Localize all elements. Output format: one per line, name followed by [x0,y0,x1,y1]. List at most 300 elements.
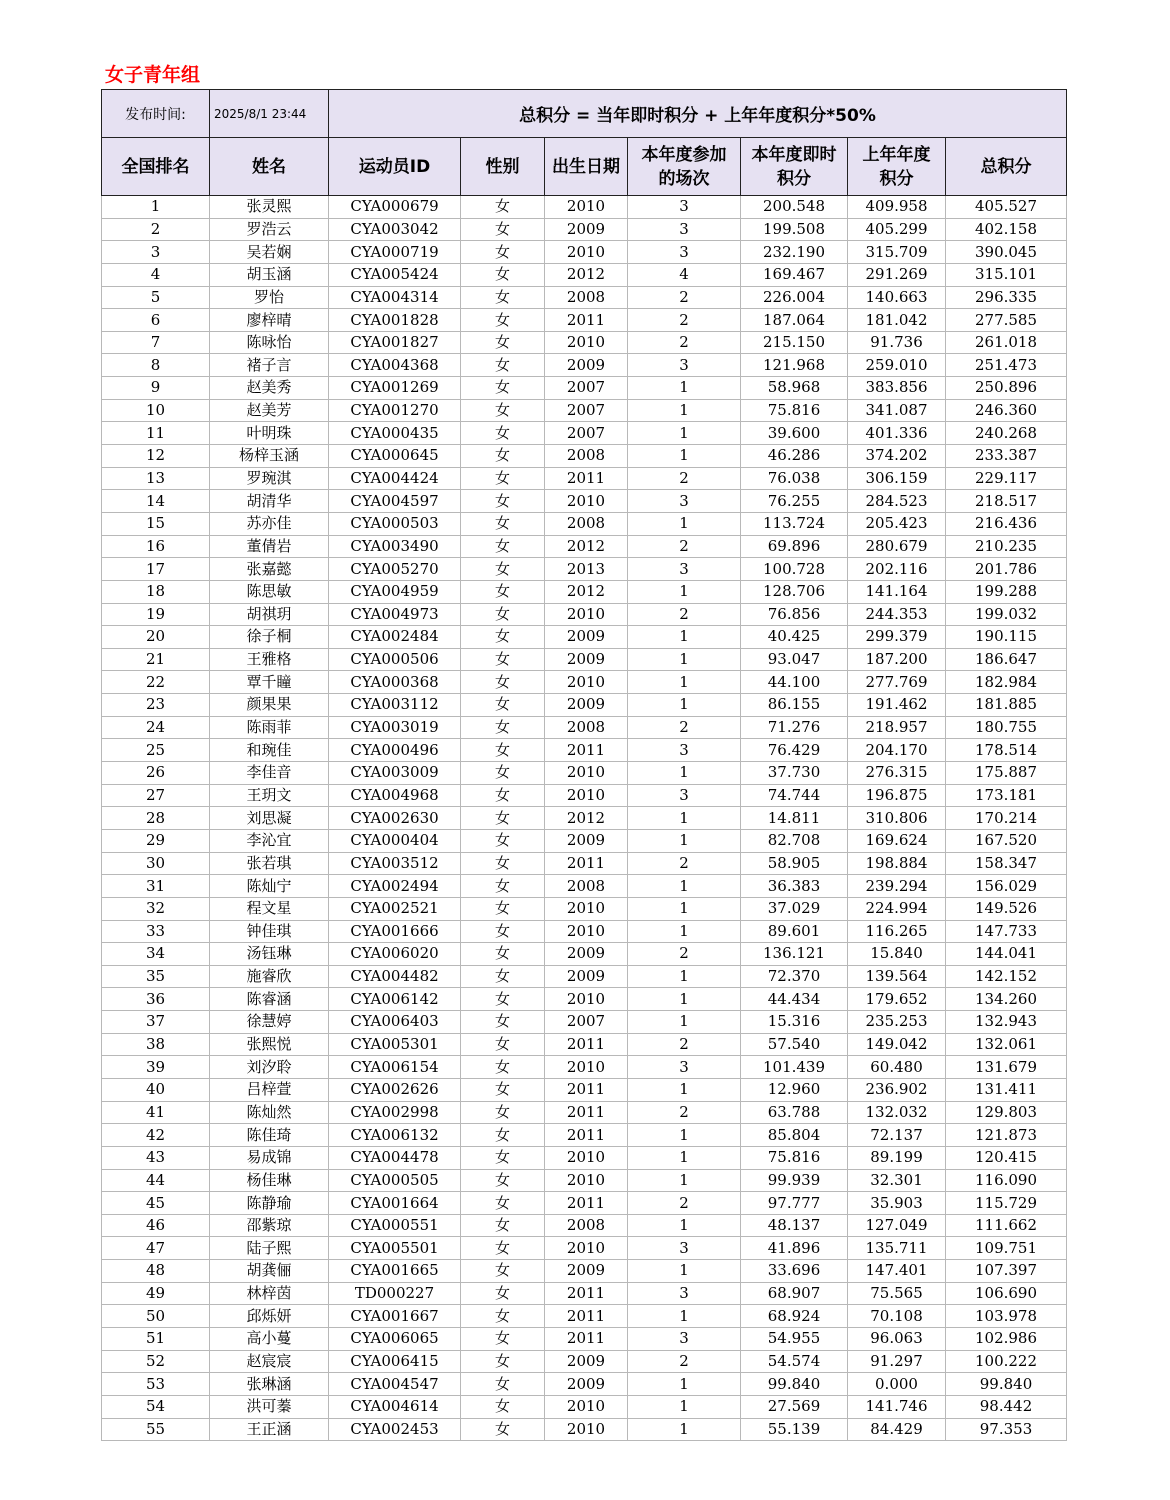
cell-birth-year: 2010 [545,1169,628,1192]
cell-rank: 54 [102,1395,210,1418]
cell-rank: 36 [102,988,210,1011]
table-row [102,286,1067,309]
cell-current-points: 99.840 [741,1373,848,1396]
cell-current-points: 14.811 [741,807,848,830]
cell-birth-year: 2007 [545,399,628,422]
cell-last-year-points: 70.108 [848,1305,946,1328]
cell-athlete-id: CYA005301 [329,1033,461,1056]
cell-gender: 女 [461,1418,545,1441]
cell-birth-year: 2011 [545,852,628,875]
cell-name: 陈睿涵 [210,988,329,1011]
cell-gender: 女 [461,807,545,830]
cell-total-points: 158.347 [946,852,1067,875]
cell-birth-year: 2011 [545,739,628,762]
cell-last-year-points: 291.269 [848,263,946,286]
cell-name: 陈静瑜 [210,1192,329,1215]
cell-current-points: 97.777 [741,1192,848,1215]
cell-current-points: 54.955 [741,1328,848,1351]
cell-events: 2 [628,716,741,739]
cell-gender: 女 [461,965,545,988]
cell-birth-year: 2012 [545,535,628,558]
cell-birth-year: 2010 [545,241,628,264]
cell-last-year-points: 401.336 [848,422,946,445]
cell-name: 李沁宜 [210,829,329,852]
cell-current-points: 93.047 [741,648,848,671]
cell-name: 陈咏怡 [210,331,329,354]
cell-last-year-points: 135.711 [848,1237,946,1260]
cell-gender: 女 [461,852,545,875]
cell-events: 3 [628,784,741,807]
page-title: 女子青年组 [105,64,201,86]
cell-rank: 47 [102,1237,210,1260]
cell-birth-year: 2007 [545,1011,628,1034]
cell-rank: 32 [102,897,210,920]
cell-current-points: 57.540 [741,1033,848,1056]
column-header-athlete-id: 运动员ID [329,138,461,196]
table-row [102,1078,1067,1101]
cell-total-points: 190.115 [946,626,1067,649]
cell-birth-year: 2008 [545,875,628,898]
cell-athlete-id: CYA003009 [329,762,461,785]
cell-name: 吕梓萱 [210,1078,329,1101]
cell-rank: 7 [102,331,210,354]
cell-last-year-points: 169.624 [848,829,946,852]
cell-current-points: 63.788 [741,1101,848,1124]
cell-name: 杨梓玉涵 [210,445,329,468]
cell-birth-year: 2008 [545,286,628,309]
cell-total-points: 178.514 [946,739,1067,762]
table-row [102,1169,1067,1192]
cell-birth-year: 2010 [545,1237,628,1260]
cell-total-points: 132.943 [946,1011,1067,1034]
cell-birth-year: 2010 [545,1418,628,1441]
cell-last-year-points: 244.353 [848,603,946,626]
cell-total-points: 240.268 [946,422,1067,445]
cell-total-points: 261.018 [946,331,1067,354]
cell-athlete-id: CYA004368 [329,354,461,377]
publish-label: 发布时间: [102,90,210,138]
cell-athlete-id: CYA004482 [329,965,461,988]
cell-rank: 40 [102,1078,210,1101]
cell-total-points: 201.786 [946,558,1067,581]
cell-current-points: 113.724 [741,512,848,535]
cell-events: 3 [628,739,741,762]
table-row [102,1305,1067,1328]
cell-gender: 女 [461,1350,545,1373]
cell-athlete-id: CYA002626 [329,1078,461,1101]
cell-gender: 女 [461,716,545,739]
cell-name: 张嘉懿 [210,558,329,581]
table-row [102,535,1067,558]
cell-athlete-id: CYA004968 [329,784,461,807]
cell-events: 1 [628,671,741,694]
cell-birth-year: 2011 [545,467,628,490]
cell-total-points: 182.984 [946,671,1067,694]
table-row [102,1056,1067,1079]
cell-last-year-points: 218.957 [848,716,946,739]
cell-gender: 女 [461,1056,545,1079]
cell-events: 1 [628,445,741,468]
cell-birth-year: 2009 [545,1260,628,1283]
cell-athlete-id: CYA005270 [329,558,461,581]
cell-gender: 女 [461,1124,545,1147]
cell-last-year-points: 141.746 [848,1395,946,1418]
cell-rank: 52 [102,1350,210,1373]
cell-rank: 33 [102,920,210,943]
cell-rank: 12 [102,445,210,468]
cell-rank: 5 [102,286,210,309]
cell-rank: 20 [102,626,210,649]
cell-events: 3 [628,218,741,241]
cell-athlete-id: CYA004597 [329,490,461,513]
publish-row [102,90,1067,138]
cell-total-points: 181.885 [946,694,1067,717]
table-row [102,558,1067,581]
cell-last-year-points: 236.902 [848,1078,946,1101]
cell-total-points: 129.803 [946,1101,1067,1124]
cell-current-points: 76.038 [741,467,848,490]
cell-name: 张琳涵 [210,1373,329,1396]
table-row [102,1192,1067,1215]
cell-rank: 53 [102,1373,210,1396]
cell-gender: 女 [461,875,545,898]
cell-total-points: 147.733 [946,920,1067,943]
cell-athlete-id: CYA006154 [329,1056,461,1079]
cell-total-points: 98.442 [946,1395,1067,1418]
cell-birth-year: 2010 [545,988,628,1011]
table-row [102,1282,1067,1305]
cell-total-points: 111.662 [946,1214,1067,1237]
cell-birth-year: 2012 [545,580,628,603]
cell-gender: 女 [461,1078,545,1101]
cell-name: 吴若娴 [210,241,329,264]
cell-current-points: 68.924 [741,1305,848,1328]
cell-current-points: 200.548 [741,196,848,219]
cell-current-points: 54.574 [741,1350,848,1373]
cell-athlete-id: CYA000645 [329,445,461,468]
cell-last-year-points: 239.294 [848,875,946,898]
cell-last-year-points: 96.063 [848,1328,946,1351]
cell-last-year-points: 139.564 [848,965,946,988]
cell-events: 2 [628,603,741,626]
cell-athlete-id: CYA005501 [329,1237,461,1260]
cell-events: 1 [628,1214,741,1237]
cell-rank: 25 [102,739,210,762]
cell-birth-year: 2007 [545,377,628,400]
cell-athlete-id: CYA006142 [329,988,461,1011]
cell-birth-year: 2011 [545,309,628,332]
cell-last-year-points: 141.164 [848,580,946,603]
cell-name: 高小蔓 [210,1328,329,1351]
cell-total-points: 186.647 [946,648,1067,671]
cell-current-points: 75.816 [741,399,848,422]
cell-rank: 24 [102,716,210,739]
cell-athlete-id: TD000227 [329,1282,461,1305]
cell-gender: 女 [461,1237,545,1260]
cell-birth-year: 2010 [545,1395,628,1418]
cell-name: 邵紫琼 [210,1214,329,1237]
cell-events: 1 [628,988,741,1011]
cell-gender: 女 [461,580,545,603]
cell-events: 1 [628,1305,741,1328]
cell-rank: 27 [102,784,210,807]
cell-birth-year: 2012 [545,807,628,830]
cell-rank: 17 [102,558,210,581]
cell-events: 1 [628,829,741,852]
cell-last-year-points: 306.159 [848,467,946,490]
cell-last-year-points: 89.199 [848,1146,946,1169]
cell-last-year-points: 91.736 [848,331,946,354]
table-row [102,829,1067,852]
cell-rank: 48 [102,1260,210,1283]
cell-events: 2 [628,286,741,309]
cell-gender: 女 [461,263,545,286]
cell-athlete-id: CYA000496 [329,739,461,762]
cell-rank: 38 [102,1033,210,1056]
cell-birth-year: 2010 [545,920,628,943]
cell-last-year-points: 132.032 [848,1101,946,1124]
cell-rank: 11 [102,422,210,445]
cell-current-points: 27.569 [741,1395,848,1418]
table-row [102,1260,1067,1283]
cell-total-points: 103.978 [946,1305,1067,1328]
table-row [102,512,1067,535]
cell-name: 胡祺玥 [210,603,329,626]
cell-events: 1 [628,920,741,943]
cell-current-points: 37.730 [741,762,848,785]
cell-name: 刘思凝 [210,807,329,830]
column-header-name: 姓名 [210,138,329,196]
cell-rank: 3 [102,241,210,264]
cell-gender: 女 [461,762,545,785]
cell-current-points: 226.004 [741,286,848,309]
table-row [102,875,1067,898]
cell-current-points: 36.383 [741,875,848,898]
cell-last-year-points: 202.116 [848,558,946,581]
table-row [102,1011,1067,1034]
cell-events: 1 [628,1124,741,1147]
cell-rank: 19 [102,603,210,626]
table-row [102,1124,1067,1147]
cell-gender: 女 [461,196,545,219]
cell-events: 2 [628,331,741,354]
cell-last-year-points: 187.200 [848,648,946,671]
cell-events: 3 [628,241,741,264]
cell-name: 汤钰琳 [210,943,329,966]
cell-name: 王正涵 [210,1418,329,1441]
cell-gender: 女 [461,1328,545,1351]
table-row [102,852,1067,875]
table-row [102,648,1067,671]
cell-rank: 23 [102,694,210,717]
column-header-total-points: 总积分 [946,138,1067,196]
cell-name: 赵宸宸 [210,1350,329,1373]
cell-athlete-id: CYA006020 [329,943,461,966]
table-row [102,218,1067,241]
table-row [102,716,1067,739]
cell-name: 廖梓晴 [210,309,329,332]
cell-events: 2 [628,1033,741,1056]
cell-birth-year: 2011 [545,1328,628,1351]
cell-birth-year: 2009 [545,626,628,649]
cell-last-year-points: 181.042 [848,309,946,332]
cell-gender: 女 [461,422,545,445]
cell-athlete-id: CYA002484 [329,626,461,649]
cell-name: 褚子言 [210,354,329,377]
cell-athlete-id: CYA006065 [329,1328,461,1351]
cell-last-year-points: 204.170 [848,739,946,762]
cell-rank: 16 [102,535,210,558]
cell-events: 2 [628,535,741,558]
cell-current-points: 199.508 [741,218,848,241]
cell-rank: 26 [102,762,210,785]
table-row [102,920,1067,943]
cell-total-points: 167.520 [946,829,1067,852]
cell-current-points: 232.190 [741,241,848,264]
table-body [102,196,1067,1441]
cell-gender: 女 [461,241,545,264]
cell-gender: 女 [461,399,545,422]
cell-last-year-points: 315.709 [848,241,946,264]
cell-last-year-points: 149.042 [848,1033,946,1056]
cell-name: 罗琬淇 [210,467,329,490]
cell-athlete-id: CYA004314 [329,286,461,309]
cell-total-points: 315.101 [946,263,1067,286]
cell-current-points: 12.960 [741,1078,848,1101]
cell-name: 易成锦 [210,1146,329,1169]
cell-events: 1 [628,965,741,988]
cell-name: 刘汐聆 [210,1056,329,1079]
cell-last-year-points: 235.253 [848,1011,946,1034]
cell-total-points: 175.887 [946,762,1067,785]
cell-last-year-points: 15.840 [848,943,946,966]
table-row [102,694,1067,717]
cell-total-points: 199.032 [946,603,1067,626]
cell-gender: 女 [461,829,545,852]
cell-events: 1 [628,807,741,830]
cell-gender: 女 [461,784,545,807]
table-row [102,988,1067,1011]
cell-last-year-points: 224.994 [848,897,946,920]
table-row [102,807,1067,830]
cell-events: 2 [628,467,741,490]
cell-events: 3 [628,1056,741,1079]
cell-gender: 女 [461,671,545,694]
cell-rank: 51 [102,1328,210,1351]
cell-total-points: 277.585 [946,309,1067,332]
cell-events: 1 [628,399,741,422]
cell-athlete-id: CYA005424 [329,263,461,286]
cell-rank: 46 [102,1214,210,1237]
cell-rank: 4 [102,263,210,286]
cell-last-year-points: 205.423 [848,512,946,535]
cell-birth-year: 2012 [545,263,628,286]
cell-athlete-id: CYA003112 [329,694,461,717]
cell-name: 杨佳琳 [210,1169,329,1192]
cell-last-year-points: 196.875 [848,784,946,807]
table-row [102,399,1067,422]
table-row [102,1146,1067,1169]
cell-birth-year: 2008 [545,512,628,535]
cell-athlete-id: CYA004424 [329,467,461,490]
cell-current-points: 187.064 [741,309,848,332]
table-row [102,1328,1067,1351]
cell-rank: 28 [102,807,210,830]
table-row [102,309,1067,332]
cell-current-points: 69.896 [741,535,848,558]
cell-current-points: 15.316 [741,1011,848,1034]
cell-total-points: 131.411 [946,1078,1067,1101]
cell-total-points: 251.473 [946,354,1067,377]
ranking-table [101,89,1067,1441]
cell-gender: 女 [461,445,545,468]
cell-gender: 女 [461,603,545,626]
cell-last-year-points: 259.010 [848,354,946,377]
cell-birth-year: 2011 [545,1192,628,1215]
cell-name: 程文星 [210,897,329,920]
cell-gender: 女 [461,648,545,671]
cell-athlete-id: CYA003490 [329,535,461,558]
cell-athlete-id: CYA000368 [329,671,461,694]
cell-gender: 女 [461,558,545,581]
cell-birth-year: 2010 [545,1056,628,1079]
table-row [102,1373,1067,1396]
cell-events: 1 [628,694,741,717]
cell-athlete-id: CYA002630 [329,807,461,830]
cell-birth-year: 2008 [545,445,628,468]
cell-birth-year: 2011 [545,1282,628,1305]
cell-last-year-points: 32.301 [848,1169,946,1192]
cell-events: 1 [628,377,741,400]
cell-current-points: 121.968 [741,354,848,377]
cell-rank: 34 [102,943,210,966]
column-headers [102,138,1067,196]
cell-birth-year: 2010 [545,331,628,354]
table-row [102,603,1067,626]
cell-total-points: 229.117 [946,467,1067,490]
cell-current-points: 76.856 [741,603,848,626]
cell-gender: 女 [461,739,545,762]
cell-athlete-id: CYA006415 [329,1350,461,1373]
cell-name: 颜果果 [210,694,329,717]
cell-total-points: 210.235 [946,535,1067,558]
cell-rank: 10 [102,399,210,422]
cell-rank: 55 [102,1418,210,1441]
cell-athlete-id: CYA002521 [329,897,461,920]
cell-name: 张熙悦 [210,1033,329,1056]
table-row [102,377,1067,400]
cell-name: 罗怡 [210,286,329,309]
table-row [102,897,1067,920]
cell-rank: 22 [102,671,210,694]
cell-gender: 女 [461,467,545,490]
table-row [102,241,1067,264]
cell-athlete-id: CYA000551 [329,1214,461,1237]
cell-name: 张若琪 [210,852,329,875]
cell-events: 3 [628,354,741,377]
cell-total-points: 402.158 [946,218,1067,241]
table-row [102,1395,1067,1418]
column-header-events: 本年度参加 的场次 [628,138,741,196]
cell-birth-year: 2009 [545,1350,628,1373]
cell-events: 1 [628,1146,741,1169]
cell-events: 3 [628,1237,741,1260]
cell-gender: 女 [461,626,545,649]
cell-current-points: 89.601 [741,920,848,943]
cell-athlete-id: CYA001827 [329,331,461,354]
cell-current-points: 86.155 [741,694,848,717]
cell-events: 3 [628,1282,741,1305]
